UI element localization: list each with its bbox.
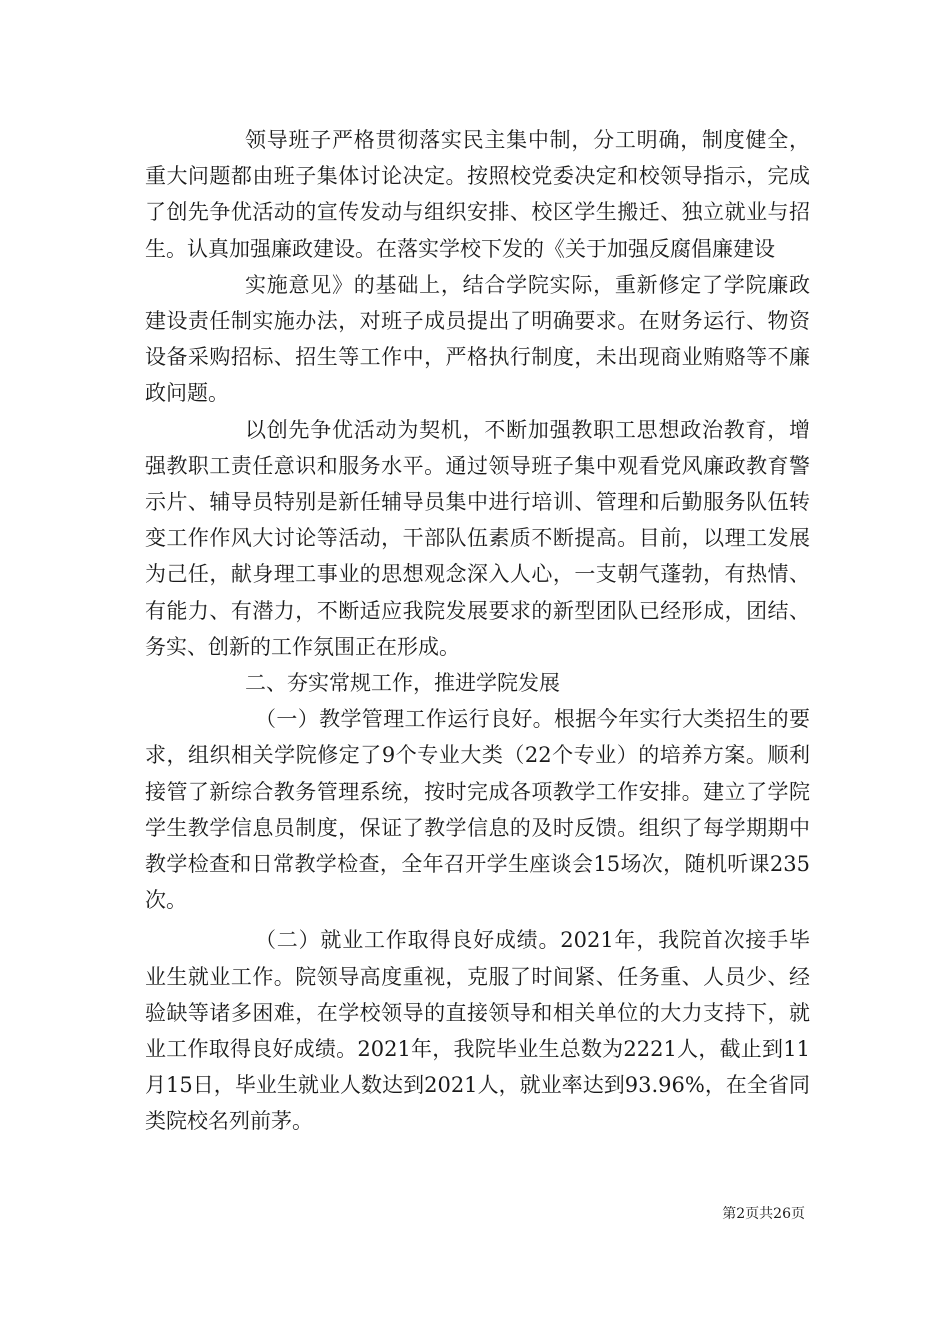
paragraph-leadership: 领导班子严格贯彻落实民主集中制，分工明确，制度健全，重大问题都由班子集体讨论决定。按照校党委决定和校领导指示，完成了创先争优活动的宣传发动与组织安排、校区学生搬迁、独立就业与招生。认真加强廉政建设。在落实学校下发的《关于加强反腐倡廉建设	[145, 128, 810, 261]
paragraph-staff-education: 以创先争优活动为契机，不断加强教职工思想政治教育，增强教职工责任意识和服务水平。通过领导班子集中观看党风廉政教育警示片、辅导员特别是新任辅导员集中进行培训、管理和后勤服务队伍转变工作作风大讨论等活动，干部队伍素质不断提高。目前，以理工发展为己任，献身理工事业的思想观念深入人心，一支朝气蓬勃，有热情、有能力、有潜力，不断适应我院发展要求的新型团队已经形成，团结、务实、创新的工作氛围正在形成。	[145, 417, 810, 659]
paragraph-integrity: 实施意见》的基础上，结合学院实际，重新修定了学院廉政建设责任制实施办法，对班子成员提出了明确要求。在财务运行、物资设备采购招标、招生等工作中，严格执行制度，未出现商业贿赂等不廉政问题。	[145, 272, 810, 406]
page-number: 第2页共26页	[722, 1206, 805, 1222]
paragraph-employment: （二）就业工作取得良好成绩。2021年，我院首次接手毕业生就业工作。院领导高度重视，克服了时间紧、任务重、人员少、经验缺等诸多困难，在学校领导的直接领导和相关单位的大力支持下，就业工作取得良好成绩。2021年，我院毕业生总数为2221人，截止到11月15日，毕业生就业人数达到2021人，就业率达到93.96%，在全省同类院校名列前茅。	[145, 928, 810, 1134]
paragraph-teaching: （一）教学管理工作运行良好。根据今年实行大类招生的要求，组织相关学院修定了9个专业大类（22个专业）的培养方案。顺利接管了新综合教务管理系统，按时完成各项教学工作安排。建立了学院学生教学信息员制度，保证了教学信息的及时反馈。组织了每学期期中教学检查和日常教学检查，全年召开学生座谈会15场次，随机听课235次。	[145, 707, 810, 913]
section-heading: 二、夯实常规工作，推进学院发展	[245, 671, 560, 696]
document-body	[145, 122, 810, 1140]
